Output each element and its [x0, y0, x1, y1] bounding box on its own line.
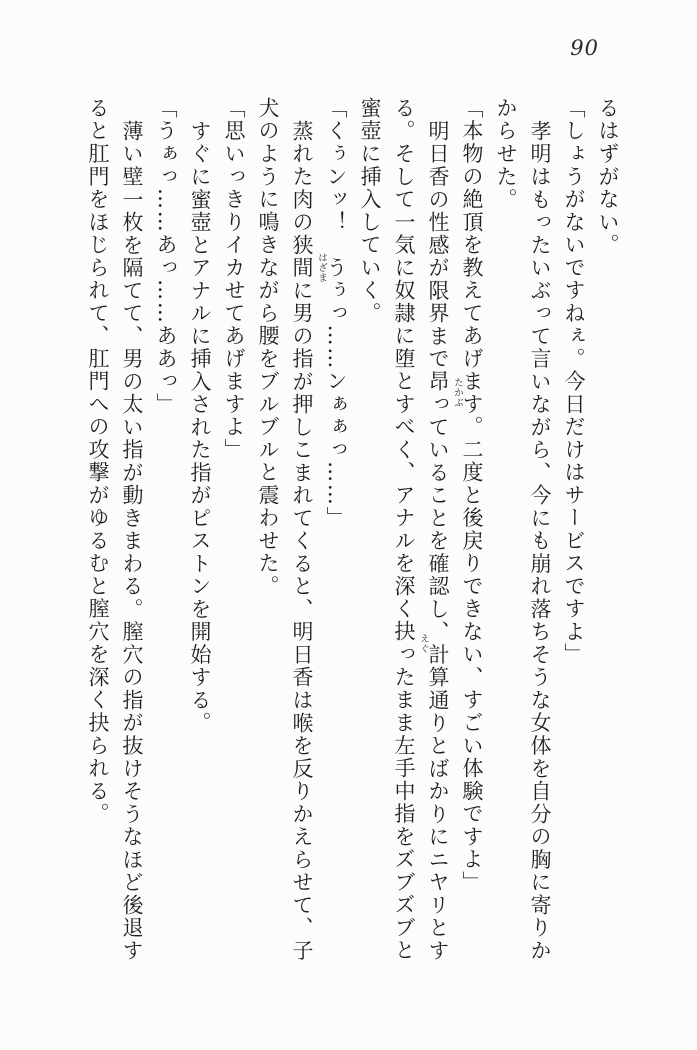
page-number: 90	[570, 36, 599, 60]
furigana: たかぶ	[452, 377, 463, 408]
paragraph: るはずがない。	[596, 97, 620, 257]
body-text	[81, 97, 625, 963]
paragraph: 孝明はもったいぶって言いながら、今にも崩れ落ちそうな女体を自分の胸に寄りかからせた。	[494, 97, 552, 962]
ruby-base: 昂 たかぶ	[426, 370, 450, 393]
paragraph: 蒸れた肉の狭間 はざま に男の指が押しこまれてくると、明日香は喉を反りかえらせて、子犬のように鳴きながら腰をブルブルと震わせた。	[256, 97, 327, 962]
furigana: はざま	[316, 252, 327, 283]
paragraph: 「しょうがないですねぇ。今日だけはサービスですよ」	[562, 97, 586, 666]
furigana: えぐ	[418, 633, 429, 654]
paragraph: 「本物の絶頂を教えてあげます。二度と後戻りできない、すごい体験ですよ」	[460, 97, 484, 894]
ruby-base: 狭間 はざま	[290, 234, 314, 280]
paragraph: 「くぅンッ！ うぅっ……ンぁぁっ……」	[324, 97, 348, 530]
paragraph: 「思いっきりイカせてあげますよ」	[222, 97, 246, 462]
paragraph: 「うぁっ……あっ……ああっ」	[154, 97, 178, 416]
ruby-base: 抉 えぐ	[392, 620, 416, 643]
paragraph: 薄い壁一枚を隔てて、男の太い指が動きまわる。膣穴の指が抜けそうなほど後退すると肛門をほじられて、肛門への攻撃がゆるむと膣穴を深く抉られる。	[86, 97, 144, 962]
paragraph: すぐに蜜壺とアナルに挿入された指がピストンを開始する。	[188, 119, 212, 735]
paragraph: 明日香の性感が限界まで昂 たかぶ っていることを確認し、計算通りとばかりにニヤリとする。そして一気に奴隷に堕とすべく、アナルを深く抉 えぐ ったまま左手中指をズブズブと蜜壺に挿入していく。	[358, 97, 463, 962]
